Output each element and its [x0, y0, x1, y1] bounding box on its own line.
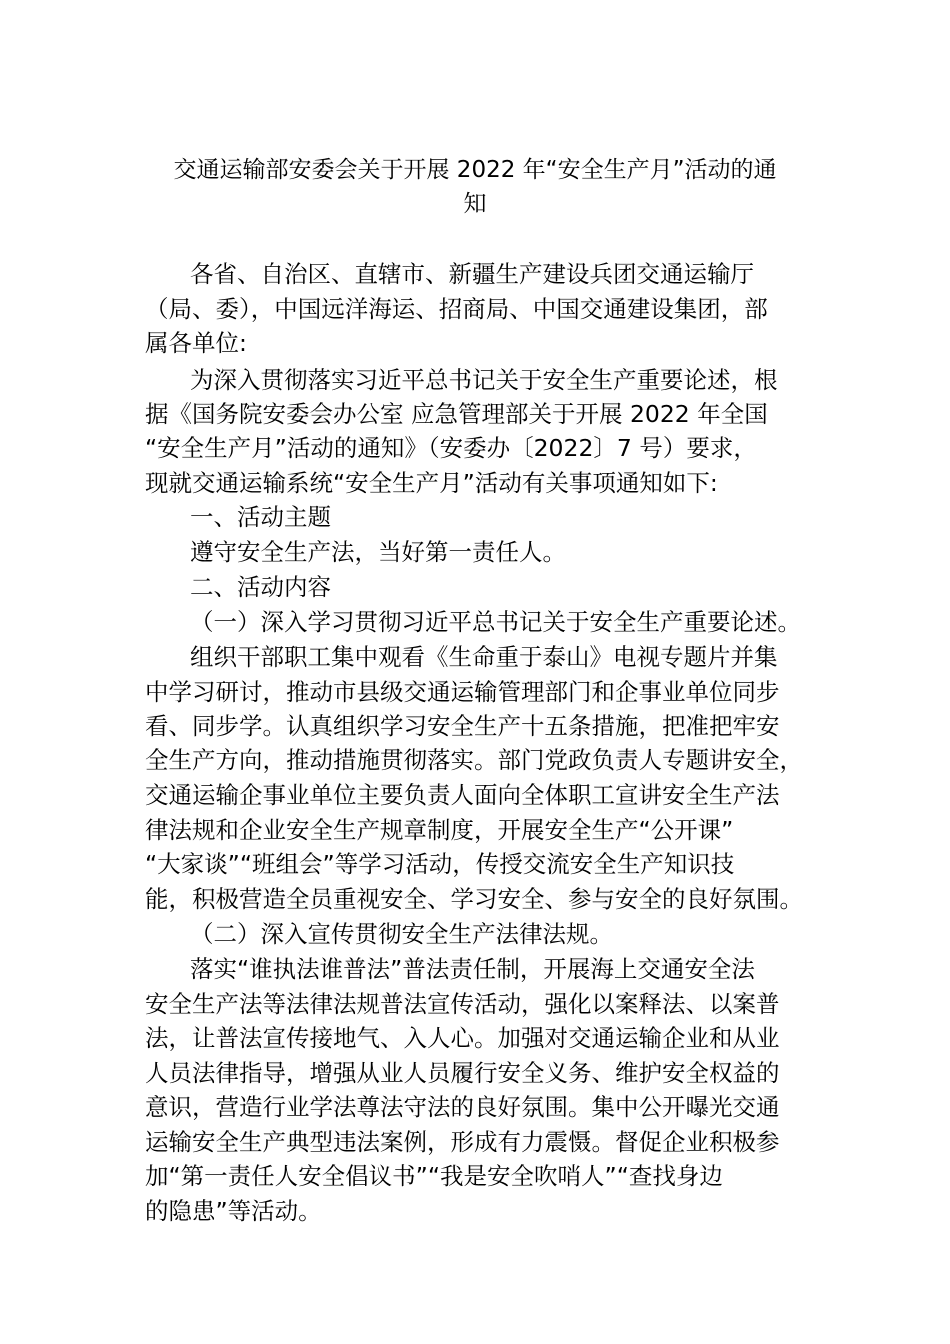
subsection-heading-1: （一）深入学习贯彻习近平总书记关于安全生产重要论述。 — [190, 608, 801, 636]
intro-line-1: 为深入贯彻落实习近平总书记关于安全生产重要论述，根 — [190, 366, 778, 394]
paragraph-1-line-1: 组织干部职工集中观看《生命重于泰山》电视专题片并集 — [190, 643, 778, 671]
paragraph-2-line-7: 加“第一责任人安全倡议书”“我是安全吹哨人”“查找身边 — [145, 1162, 723, 1190]
intro-line-4: 现就交通运输系统“安全生产月”活动有关事项通知如下: — [145, 469, 718, 497]
salutation-line-3: 属各单位: — [145, 329, 247, 357]
theme-text: 遵守安全生产法，当好第一责任人。 — [190, 538, 566, 566]
paragraph-2-line-4: 人员法律指导，增强从业人员履行安全义务、维护安全权益的 — [145, 1059, 780, 1087]
paragraph-1-line-8: 能，积极营造全员重视安全、学习安全、参与安全的良好氛围。 — [145, 885, 803, 913]
paragraph-1-line-3: 看、同步学。认真组织学习安全生产十五条措施，把准把牢安 — [145, 712, 780, 740]
salutation-line-1: 各省、自治区、直辖市、新疆生产建设兵团交通运输厅 — [190, 260, 754, 288]
paragraph-2-line-6: 运输安全生产典型违法案例，形成有力震慑。督促企业积极参 — [145, 1128, 780, 1156]
salutation-line-2: （局、委），中国远洋海运、招商局、中国交通建设集团，部 — [145, 295, 768, 323]
paragraph-1-line-7: “大家谈”“班组会”等学习活动，传授交流安全生产知识技 — [145, 850, 735, 878]
intro-line-2: 据《国务院安委会办公室 应急管理部关于开展 2022 年全国 — [145, 400, 768, 428]
paragraph-2-line-2: 安全生产法等法律法规普法宣传活动，强化以案释法、以案普 — [145, 990, 780, 1018]
subsection-heading-2: （二）深入宣传贯彻安全生产法律法规。 — [190, 920, 613, 948]
paragraph-1-line-6: 律法规和企业安全生产规章制度，开展安全生产“公开课” — [145, 816, 734, 844]
paragraph-1-line-5: 交通运输企事业单位主要负责人面向全体职工宣讲安全生产法 — [145, 781, 780, 809]
paragraph-1-line-4: 全生产方向，推动措施贯彻落实。部门党政负责人专题讲安全， — [145, 746, 803, 774]
paragraph-2-line-8: 的隐患”等活动。 — [145, 1197, 322, 1225]
document-title-line-1: 交通运输部安委会关于开展 2022 年“安全生产月”活动的通 — [173, 157, 777, 183]
document-title-line-2: 知 — [463, 191, 487, 217]
paragraph-2-line-3: 法，让普法宣传接地气、入人心。加强对交通运输企业和从业 — [145, 1024, 780, 1052]
paragraph-2-line-1: 落实“谁执法谁普法”普法责任制，开展海上交通安全法 — [190, 955, 755, 983]
section-heading-1: 一、活动主题 — [190, 503, 331, 531]
intro-line-3: “安全生产月”活动的通知》（安委办〔2022〕7 号）要求， — [145, 434, 757, 462]
paragraph-1-line-2: 中学习研讨，推动市县级交通运输管理部门和企事业单位同步 — [145, 678, 780, 706]
section-heading-2: 二、活动内容 — [190, 573, 331, 601]
paragraph-2-line-5: 意识，营造行业学法尊法守法的良好氛围。集中公开曝光交通 — [145, 1093, 780, 1121]
